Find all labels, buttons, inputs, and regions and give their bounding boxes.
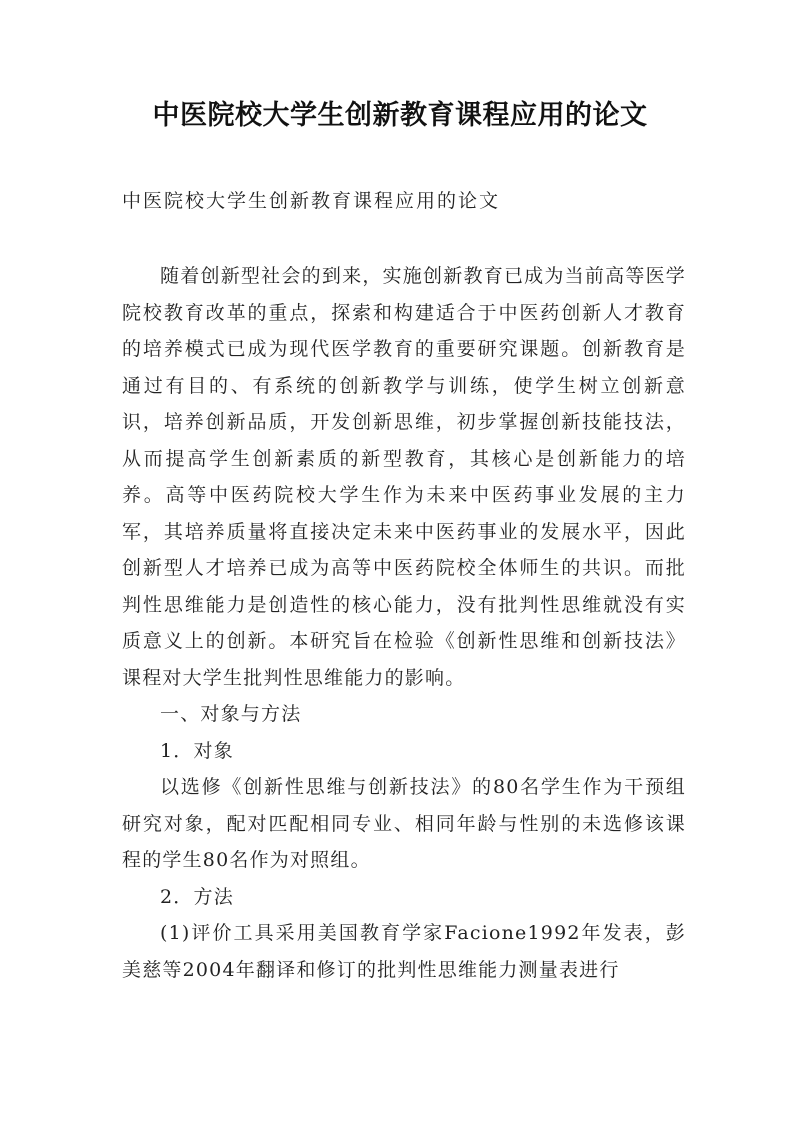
document-subtitle: 中医院校大学生创新教育课程应用的论文 — [122, 190, 501, 212]
document-title: 中医院校大学生创新教育课程应用的论文 — [152, 100, 648, 131]
document-body — [122, 258, 686, 988]
subsection-heading-methods: 2．方法 — [160, 885, 234, 908]
section-heading-objects-methods: 一、对象与方法 — [160, 703, 302, 725]
paragraph-intro: 随着创新型社会的到来，实施创新教育已成为当前高等医学院校教育改革的重点，探索和构建适合于中医药创新人才教育的培养模式已成为现代医学教育的重要研究课题。创新教育是通过有目的、有系统的创新教学与训练，使学生树立创新意识，培养创新品质，开发创新思维，初步掌握创新技能技法，从而提高学生创新素质的新型教育，其核心是创新能力的培养。高等中医药院校大学生作为未来中医药事业发展的主力军，其培养质量将直接决定未来中医药事业的发展水平，因此创新型人才培养已成为高等中医药院校全体师生的共识。而批判性思维能力是创造性的核心能力，没有批判性思维就没有实质意义上的创新。本研究旨在检验《创新性思维和创新技法》课程对大学生批判性思维能力的影响。 — [122, 265, 686, 689]
paragraph-methods: (1)评价工具采用美国教育学家Facione1992年发表，彭美慈等2004年翻译和修订的批判性思维能力测量表进行 — [122, 922, 686, 981]
paragraph-objects: 以选修《创新性思维与创新技法》的80名学生作为干预组研究对象，配对匹配相同专业、相同年龄与性别的未选修该课程的学生80名作为对照组。 — [122, 776, 686, 871]
subsection-heading-objects: 1．对象 — [160, 739, 234, 762]
